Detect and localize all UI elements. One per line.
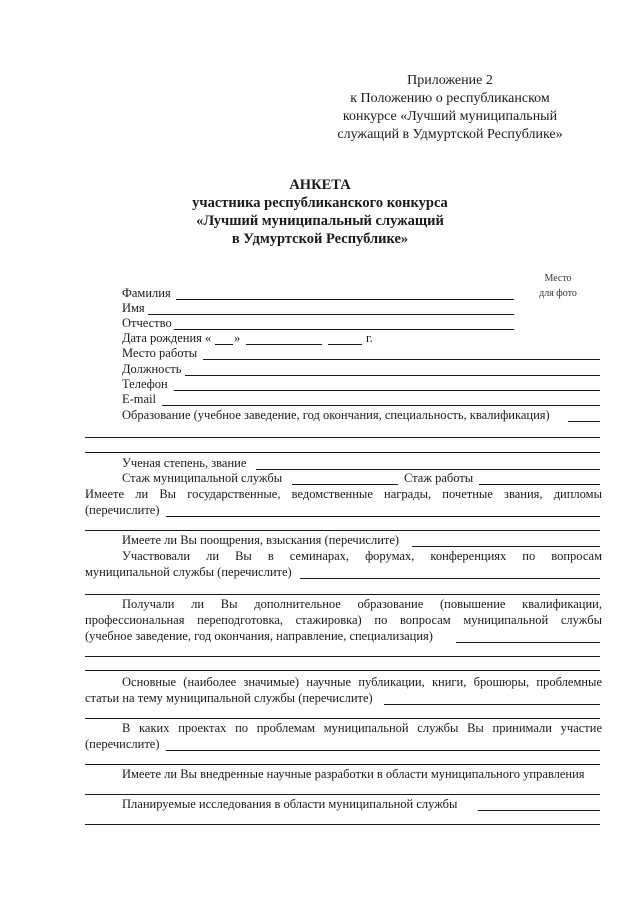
appendix-line-2: к Положению о республиканском: [350, 91, 550, 106]
workplace-line[interactable]: [203, 359, 600, 360]
surname-label: Фамилия: [122, 286, 171, 300]
form-subtitle-1: участника республиканского конкурса: [192, 195, 448, 211]
seminars-line-1[interactable]: [300, 578, 600, 579]
education-label: Образование (учебное заведение, год окончания, специальность, квалификация): [122, 408, 550, 422]
birthdate-month-line[interactable]: [246, 344, 322, 345]
patronymic-line[interactable]: [174, 329, 514, 330]
publications-question: Основные (наиболее значимые) научные публикации, книги, брошюры, проблемные: [122, 675, 602, 689]
seminars-question-cont: муниципальной службы (перечислите): [85, 565, 292, 579]
form-subtitle-2: «Лучший муниципальный служащий: [196, 213, 444, 229]
research-planned-line-2[interactable]: [85, 824, 600, 825]
photo-placeholder-line-1: Место: [544, 273, 572, 284]
form-title: АНКЕТА: [289, 177, 351, 193]
service-exp-line[interactable]: [292, 484, 398, 485]
work-exp-line[interactable]: [479, 484, 600, 485]
photo-placeholder-line-2: для фото: [539, 288, 577, 299]
surname-line[interactable]: [176, 299, 514, 300]
education-line-2[interactable]: [85, 437, 600, 438]
seminars-line-2[interactable]: [85, 594, 600, 595]
birthdate-label: Дата рождения «: [122, 331, 212, 345]
awards-question: Имеете ли Вы государственные, ведомственные награды, почетные звания, дипломы: [85, 487, 602, 501]
appendix-line-3: конкурсе «Лучший муниципальный: [342, 109, 558, 124]
degree-label: Ученая степень, звание: [122, 456, 247, 470]
name-line[interactable]: [148, 314, 514, 315]
addedu-line-3[interactable]: [85, 670, 600, 671]
work-exp-label: Стаж работы: [404, 471, 474, 485]
research-implemented-question: Имеете ли Вы внедренные научные разработки в области муниципального управления: [122, 767, 585, 781]
education-line-1[interactable]: [568, 421, 600, 422]
addedu-line-2[interactable]: [85, 656, 600, 657]
form-subtitle-3: в Удмуртской Республике»: [231, 231, 409, 247]
birthdate-year-suffix: г.: [366, 331, 373, 345]
addedu-question-cont-1: профессиональная переподготовка, стажировка) по вопросам муниципальной службы: [85, 613, 602, 627]
appendix-line-1: Приложение 2: [407, 73, 493, 88]
incentives-question: Имеете ли Вы поощрения, взыскания (перечислите): [122, 533, 400, 547]
publications-line-2[interactable]: [85, 718, 600, 719]
patronymic-label: Отчество: [122, 316, 172, 330]
addedu-question: Получали ли Вы дополнительное образование (повышение квалификации,: [122, 597, 602, 611]
birthdate-year-line[interactable]: [328, 344, 362, 345]
addedu-question-cont-2: (учебное заведение, год окончания, направление, специализация): [85, 629, 433, 643]
phone-label: Телефон: [122, 377, 168, 391]
research-planned-line-1[interactable]: [478, 810, 600, 811]
birthdate-day-line[interactable]: [215, 344, 233, 345]
email-line[interactable]: [162, 405, 600, 406]
phone-line[interactable]: [174, 390, 600, 391]
workplace-label: Место работы: [122, 346, 198, 360]
education-line-3[interactable]: [85, 452, 600, 453]
projects-question: В каких проектах по проблемам муниципальной службы Вы принимали участие: [122, 721, 602, 735]
incentives-line[interactable]: [412, 546, 600, 547]
projects-line-2[interactable]: [85, 764, 600, 765]
appendix-line-4: служащий в Удмуртской Республике»: [337, 127, 563, 142]
service-exp-label: Стаж муниципальной службы: [122, 471, 283, 485]
position-line[interactable]: [185, 375, 600, 376]
awards-question-cont: (перечислите): [85, 503, 160, 517]
addedu-line-1[interactable]: [456, 642, 600, 643]
seminars-question: Участвовали ли Вы в семинарах, форумах, конференциях по вопросам: [122, 549, 602, 563]
research-implemented-line[interactable]: [85, 794, 600, 795]
position-label: Должность: [122, 362, 182, 376]
email-label: E-mail: [122, 392, 157, 406]
name-label: Имя: [122, 301, 145, 315]
awards-line-1[interactable]: [166, 516, 600, 517]
projects-question-cont: (перечислите): [85, 737, 160, 751]
awards-line-2[interactable]: [85, 530, 600, 531]
birthdate-quote-close: »: [234, 331, 241, 345]
research-planned-question: Планируемые исследования в области муниципальной службы: [122, 797, 458, 811]
publications-question-cont: статьи на тему муниципальной службы (перечислите): [85, 691, 373, 705]
projects-line-1[interactable]: [166, 750, 600, 751]
publications-line-1[interactable]: [384, 704, 600, 705]
